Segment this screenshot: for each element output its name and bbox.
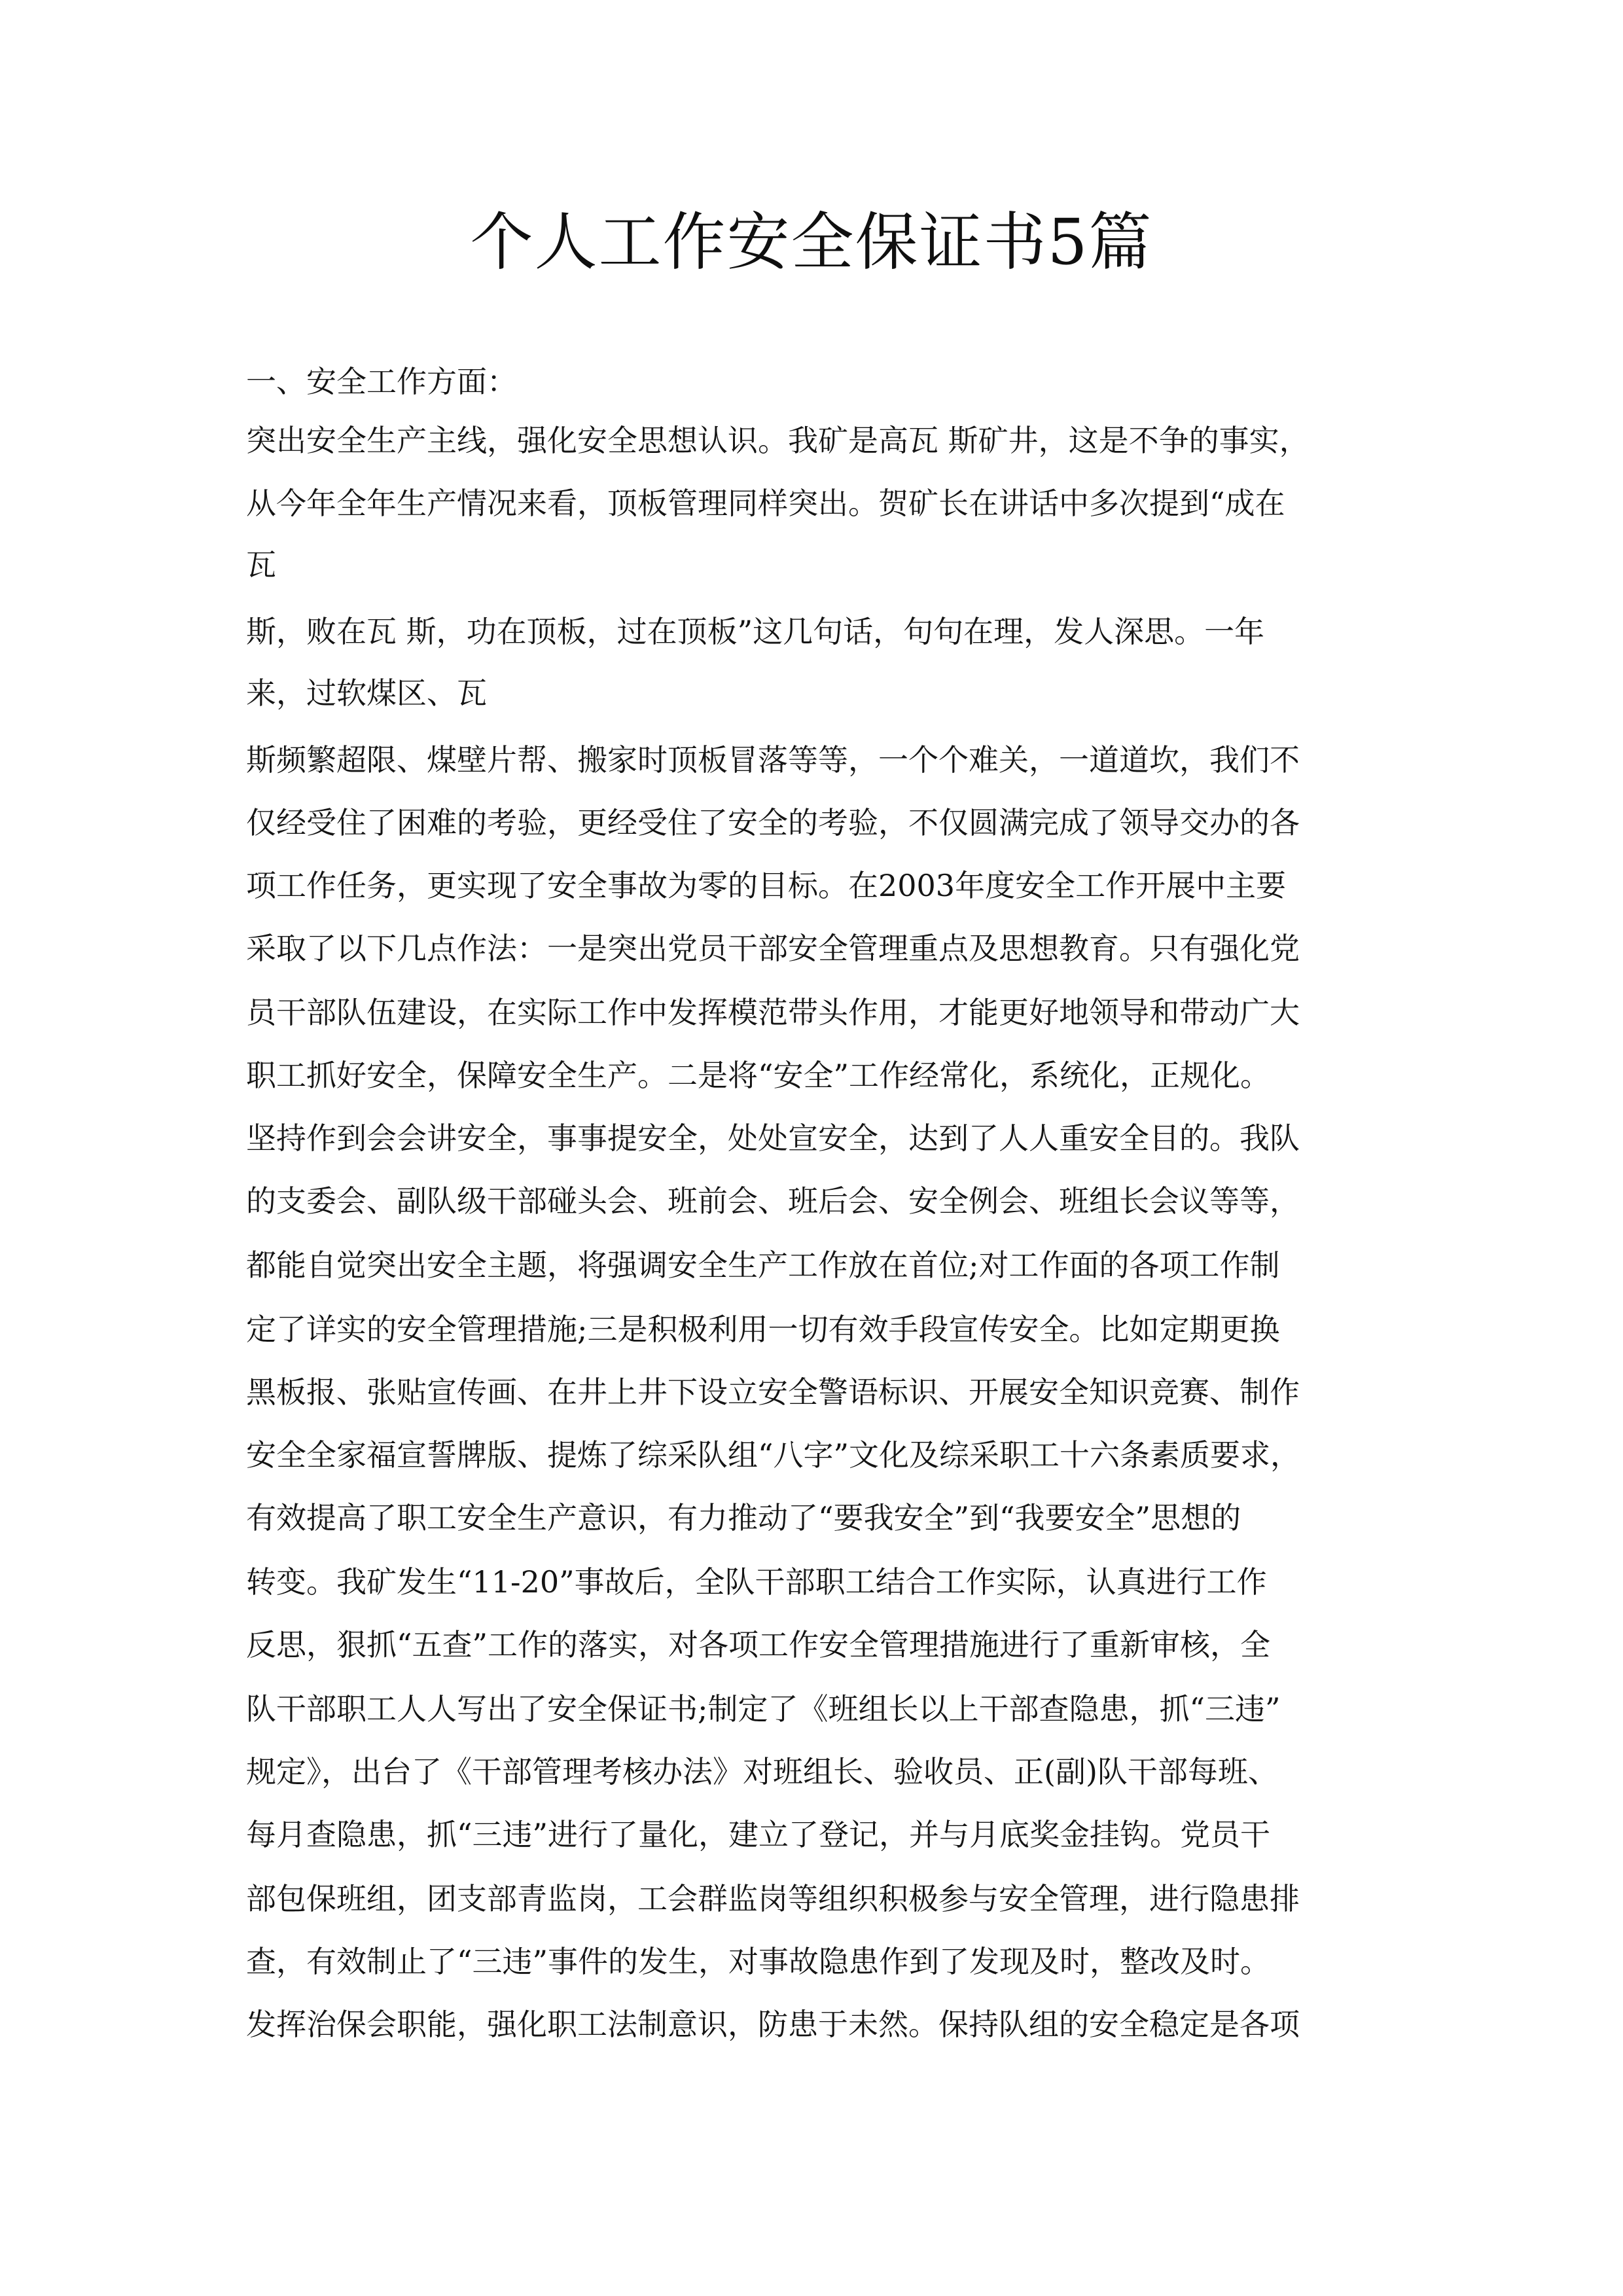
text-line: 规定》，出台了《干部管理考核办法》对班组长、验收员、正(副)队干部每班、 [246, 1754, 1278, 1789]
text-line: 采取了以下几点作法：一是突出党员干部安全管理重点及思想教育。只有强化党 [246, 931, 1300, 966]
text-line: 部包保班组，团支部青监岗，工会群监岗等组织积极参与安全管理，进行隐患排 [246, 1881, 1300, 1916]
text-line: 项工作任务，更实现了安全事故为零的目标。在2003年度安全工作开展中主要 [246, 868, 1287, 903]
text-line: 反思，狠抓“五查”工作的落实，对各项工作安全管理措施进行了重新审核，全 [246, 1627, 1271, 1662]
text-line: 的支委会、副队级干部碰头会、班前会、班后会、安全例会、班组长会议等等， [246, 1183, 1300, 1219]
text-line: 发挥治保会职能，强化职工法制意识，防患于未然。保持队组的安全稳定是各项 [246, 2007, 1300, 2042]
text-line: 员干部队伍建设，在实际工作中发挥模范带头作用，才能更好地领导和带动广大 [246, 995, 1300, 1030]
document-title: 个人工作安全保证书5篇 [470, 206, 1153, 279]
text-line: 黑板报、张贴宣传画、在井上井下设立安全警语标识、开展安全知识竞赛、制作 [246, 1374, 1300, 1410]
text-line: 定了详实的安全管理措施;三是积极利用一切有效手段宣传安全。比如定期更换 [246, 1312, 1280, 1347]
text-line: 都能自觉突出安全主题，将强调安全生产工作放在首位;对工作面的各项工作制 [246, 1247, 1280, 1283]
text-line: 职工抓好安全，保障安全生产。二是将“安全”工作经常化，系统化，正规化。 [246, 1058, 1271, 1093]
text-line: 斯，败在瓦 斯，功在顶板，过在顶板”这几句话，句句在理，发人深思。一年 [246, 614, 1265, 649]
text-line: 安全全家福宣誓牌版、提炼了综采队组“八字”文化及综采职工十六条素质要求， [246, 1437, 1301, 1473]
text-line: 有效提高了职工安全生产意识，有力推动了“要我安全”到“我要安全”思想的 [246, 1500, 1241, 1535]
text-line: 坚持作到会会讲安全，事事提安全，处处宣安全，达到了人人重安全目的。我队 [246, 1121, 1300, 1156]
text-line: 每月查隐患，抓“三违”进行了量化，建立了登记，并与月底奖金挂钩。党员干 [246, 1817, 1271, 1852]
text-line: 仅经受住了困难的考验，更经受住了安全的考验，不仅圆满完成了领导交办的各 [246, 805, 1300, 840]
text-line: 一、安全工作方面： [246, 364, 517, 399]
text-line: 斯频繁超限、煤壁片帮、搬家时顶板冒落等等，一个个难关，一道道坎，我们不 [246, 742, 1300, 778]
text-line: 瓦 [246, 547, 276, 583]
text-line: 从今年全年生产情况来看，顶板管理同样突出。贺矿长在讲话中多次提到“成在 [246, 486, 1285, 521]
text-line: 查，有效制止了“三违”事件的发生，对事故隐患作到了发现及时，整改及时。 [246, 1944, 1271, 1979]
text-line: 来，过软煤区、瓦 [246, 675, 487, 711]
text-line: 突出安全生产主线，强化安全思想认识。我矿是高瓦 斯矿井，这是不争的事实， [246, 423, 1310, 458]
text-line: 转变。我矿发生“11-20”事故后，全队干部职工结合工作实际，认真进行工作 [246, 1564, 1267, 1600]
text-line: 队干部职工人人写出了安全保证书;制定了《班组长以上干部查隐患，抓“三违” [246, 1691, 1281, 1727]
